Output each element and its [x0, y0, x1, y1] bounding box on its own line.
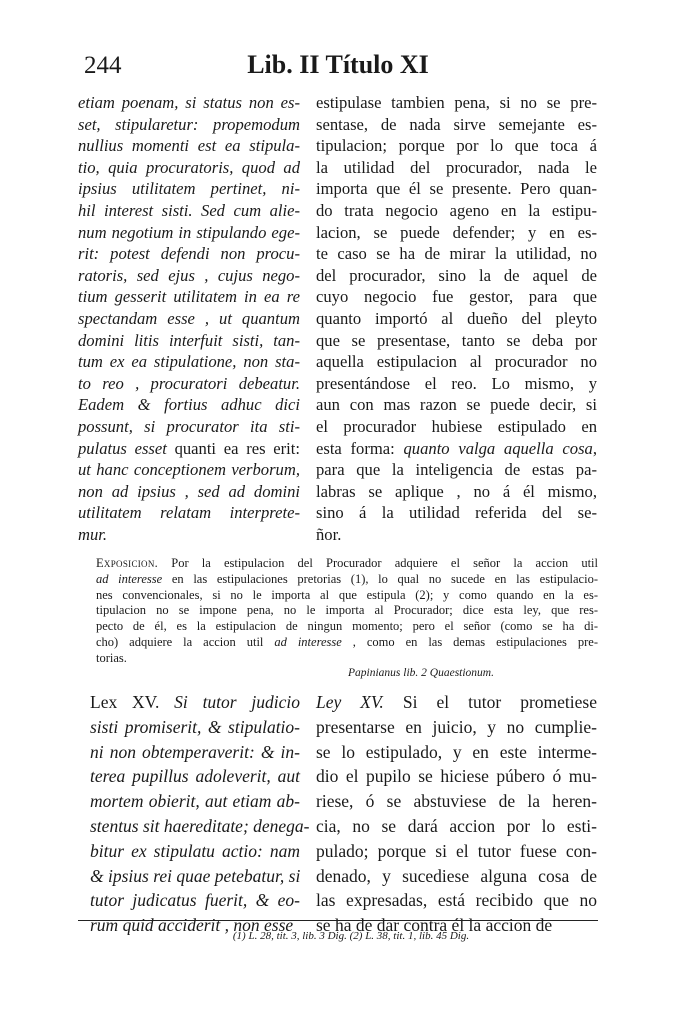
text-line: presentándose el reo. Lo mismo, y: [316, 373, 597, 393]
text-line: Ley XV. Si el tutor prometiese: [316, 692, 597, 712]
text-line: mur.: [78, 524, 108, 544]
text-line: rum quid acciderit , non esse: [90, 915, 294, 936]
text-line: pulatus esset quanti ea res erit:: [78, 438, 300, 458]
text-line: cuyo negocio fue gestor, para que: [316, 287, 597, 307]
page-header: [78, 50, 598, 86]
text-line: importa que él se presente. Pero quan-: [316, 179, 597, 199]
text-line: lacion, se puede defender; y en es-: [316, 222, 597, 242]
text-line: ni non obtemperaverit: & in-: [90, 741, 300, 762]
text-line: el procurador hubiese estipulado en: [316, 416, 597, 436]
text-line: bitur ex stipulatu actio: nam: [90, 840, 300, 861]
latin-column-bottom: [90, 690, 310, 938]
text-line: Eadem & fortius adhuc dici: [78, 395, 300, 415]
text-line: las expresadas, está recibido que no: [316, 890, 597, 911]
text-line: del procurador, sino la de aquel de: [316, 265, 597, 285]
text-line: aquella estipulacion al procurador no: [316, 352, 597, 372]
text-line: stentus sit haereditate; denega-: [90, 815, 310, 836]
exposition-line: tipulacion no se impone pena, no le importa al Procurador; dice esta ley, que res-: [96, 603, 598, 618]
text-line: labras se aplique , no á él mismo,: [316, 481, 597, 501]
exposition-paragraph: [96, 556, 598, 667]
text-line: domini litis interfuit sisti, tan-: [78, 330, 300, 350]
text-line: aun con mas razon se puede decir, si: [316, 395, 597, 415]
text-line: tio, quia procuratoris, quod ad: [78, 157, 300, 177]
text-line: tutor judicatus fuerit, & eo-: [90, 890, 300, 911]
text-line: te caso se ha de mirar la utilidad, no: [316, 244, 597, 264]
text-line: etiam poenam, si status non es-: [78, 93, 300, 112]
text-line: presentarse en juicio, y no cumplie-: [316, 716, 597, 737]
text-line: sisti promiserit, & stipulatio-: [90, 716, 300, 737]
text-line: ratoris, sed ejus , cujus nego-: [78, 265, 300, 285]
latin-column-top: [78, 92, 300, 545]
text-line: tipulacion; porque por lo que toca á: [316, 136, 597, 156]
text-line: ñor.: [316, 524, 342, 544]
text-line: num negotium in stipulando ege-: [78, 222, 300, 242]
text-line: para que la inteligencia de estas pa-: [316, 460, 597, 480]
text-line: estipulase tambien pena, si no se pre-: [316, 93, 597, 112]
text-line: set, stipularetur: propemodum: [78, 114, 300, 134]
exposition-line: cho) adquiere la accion util ad interesse , como en las demas estipulaciones pre-: [96, 634, 598, 649]
exposition-line: torias.: [96, 650, 127, 665]
text-line: possunt, si procurator ita sti-: [78, 416, 300, 436]
exposition-line: ad interesse en las estipulaciones pretorias (1), lo qual no sucede en las estipulacio-: [96, 571, 598, 586]
text-line: riese, ó se abstuviese de la heren-: [316, 791, 597, 812]
text-line: rit: potest defendi non procu-: [78, 244, 300, 264]
footnotes: (1) L. 28, tit. 3, lib. 3 Dig. (2) L. 38, tit. 1, lib. 45 Dig.: [232, 930, 470, 942]
exposition-label: Exposicion.: [96, 556, 159, 570]
exposition-line: nes convencionales, si no le importa al que estipula (2); y como quando en la es-: [96, 587, 598, 602]
text-line: cia, no se dará accion por lo esti-: [316, 815, 597, 836]
text-line: utilitatem relatam interprete-: [78, 503, 300, 523]
text-line: sentase, de nada sirve semejante es-: [316, 114, 597, 134]
text-line: to reo , procuratori debeatur.: [78, 373, 300, 393]
text-line: do trata negocio ageno en la estipu-: [316, 200, 597, 220]
spanish-column-bottom: [316, 690, 597, 938]
page-number: 244: [84, 52, 122, 79]
text-line: sino á la utilidad referida del se-: [316, 503, 597, 523]
text-line: tium gesserit utilitatem in ea re: [78, 287, 300, 307]
text-line: dio el pupilo se hiciese púbero ó mu-: [316, 766, 597, 787]
text-line: denado, y sucediese alguna cosa de: [316, 865, 597, 886]
text-line: que se presentase, tanto se deba por: [316, 330, 597, 350]
text-line: hil interest sisti. Sed cum alie-: [78, 200, 300, 220]
text-line: esta forma: quanto valga aquella cosa,: [316, 438, 597, 458]
text-line: terea pupillus adoleverit, aut: [90, 766, 300, 787]
text-line: spectandam esse , ut quantum: [78, 308, 300, 328]
text-line: ipsius utilitatem pertinet, ni-: [78, 179, 300, 199]
text-line: mortem obierit, aut etiam ab-: [90, 791, 300, 812]
text-line: & ipsius rei quae petebatur, si: [90, 865, 301, 886]
running-title: Lib. II Título XI: [247, 50, 429, 79]
text-line: se lo estipulado, y en este interme-: [316, 741, 597, 762]
text-line: se ha de dar contra él la accion de: [316, 915, 553, 936]
text-line: pulado; porque si el tutor fuese con-: [316, 840, 597, 861]
text-line: la utilidad del procurador, nada le: [316, 157, 597, 177]
text-line: Lex XV. Si tutor judicio: [90, 692, 300, 712]
text-line: quanto importó al dueño del pleyto: [316, 308, 597, 328]
source-citation: Papinianus lib. 2 Quaestionum.: [348, 667, 494, 679]
footnote-rule: [78, 920, 598, 921]
text-line: non ad ipsius , sed ad domini: [78, 481, 300, 501]
exposition-line: pecto de él, es la estipulacion de ningun momento; pero el señor (como se ha di-: [96, 619, 598, 634]
text-line: ut hanc conceptionem verborum,: [78, 460, 300, 480]
exposition-line: Por la estipulacion del Procurador adquiere el señor la accion util: [171, 556, 598, 570]
spanish-column-top: [316, 92, 597, 545]
text-line: tum ex ea stipulatione, non sta-: [78, 352, 300, 372]
text-line: nullius momenti est ea stipula-: [78, 136, 300, 156]
